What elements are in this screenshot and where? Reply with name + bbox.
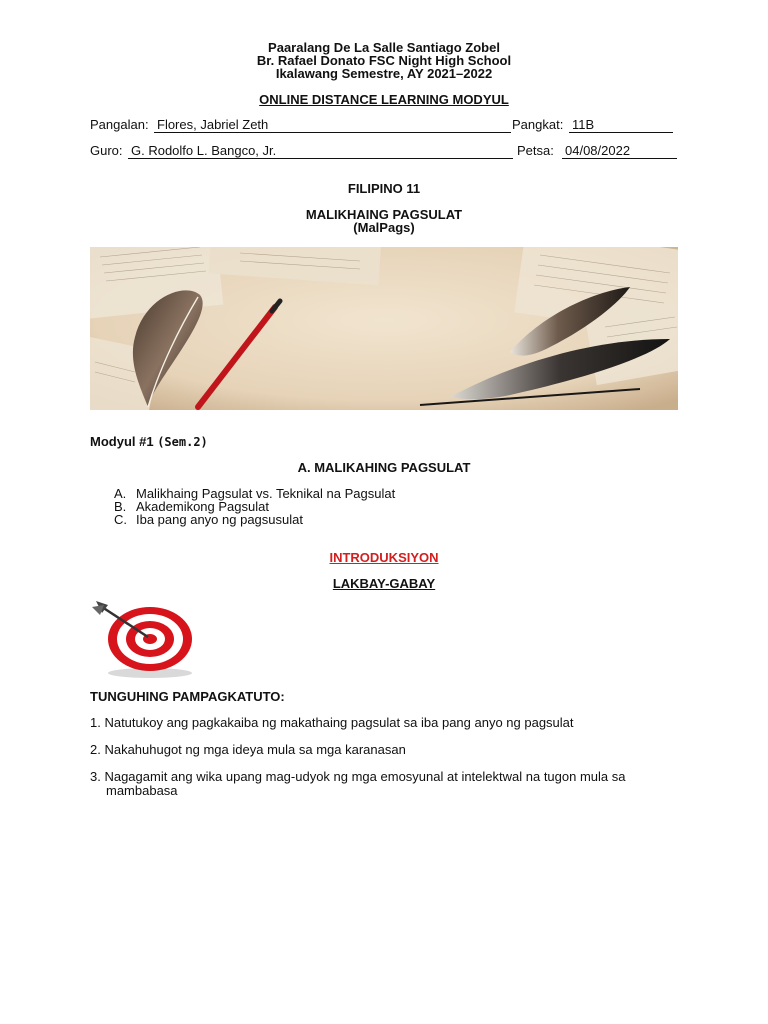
- date-label: Petsa:: [517, 143, 554, 158]
- teacher-date-row: [90, 143, 680, 161]
- section-label: Pangkat:: [512, 117, 564, 132]
- school-branch: Br. Rafael Donato FSC Night High School: [256, 53, 512, 68]
- list-marker: A.: [114, 486, 127, 501]
- list-marker: C.: [114, 512, 127, 527]
- intro-subheading: LAKBAY-GABAY: [332, 576, 436, 591]
- module-semester: (Sem.2): [157, 435, 208, 449]
- teacher-label: Guro:: [90, 143, 123, 158]
- name-section-row: [90, 117, 680, 135]
- objective-text-continued: mambabasa: [106, 783, 178, 798]
- module-type-title: ONLINE DISTANCE LEARNING MODYUL: [259, 92, 509, 107]
- feather-quill-letters-image: [90, 247, 678, 410]
- section-field[interactable]: 11B: [569, 117, 673, 133]
- date-field[interactable]: 04/08/2022: [562, 143, 677, 159]
- objectives-heading: TUNGUHING PAMPAGKATUTO:: [90, 689, 285, 704]
- list-text: Akademikong Pagsulat: [136, 499, 269, 514]
- quill-banner-image: [90, 247, 678, 410]
- list-marker: B.: [114, 499, 127, 514]
- semester-line: Ikalawang Semestre, AY 2021–2022: [275, 66, 493, 81]
- list-text: Malikhaing Pagsulat vs. Teknikal na Pagsulat: [136, 486, 396, 501]
- course-title: MALIKHAING PAGSULAT: [305, 207, 463, 222]
- list-text: Iba pang anyo ng pagsusulat: [136, 512, 303, 527]
- teacher-field[interactable]: G. Rodolfo L. Bangco, Jr.: [128, 143, 513, 159]
- name-field[interactable]: Flores, Jabriel Zeth: [154, 117, 511, 133]
- objective-item: [90, 770, 690, 798]
- dartboard-target-icon: [88, 597, 198, 679]
- list-item: [114, 512, 303, 527]
- course-abbrev: (MalPags): [353, 220, 415, 235]
- name-label: Pangalan:: [90, 117, 149, 132]
- school-name: Paaralang De La Salle Santiago Zobel: [268, 40, 500, 55]
- module-label-row: [90, 434, 208, 449]
- objective-text: 3. Nagagamit ang wika upang mag-udyok ng mga emosyunal at intelektwal na tugon mula sa: [90, 769, 626, 784]
- objective-item: 2. Nakahuhugot ng mga ideya mula sa mga karanasan: [90, 742, 406, 757]
- objective-item: 1. Natutukoy ang pagkakaiba ng makathaing pagsulat sa iba pang anyo ng pagsulat: [90, 715, 574, 730]
- intro-heading: INTRODUKSIYON: [329, 550, 439, 565]
- section-heading: A. MALIKAHING PAGSULAT: [297, 460, 471, 475]
- module-number: Modyul #1: [90, 434, 154, 449]
- subject-title: FILIPINO 11: [347, 181, 421, 196]
